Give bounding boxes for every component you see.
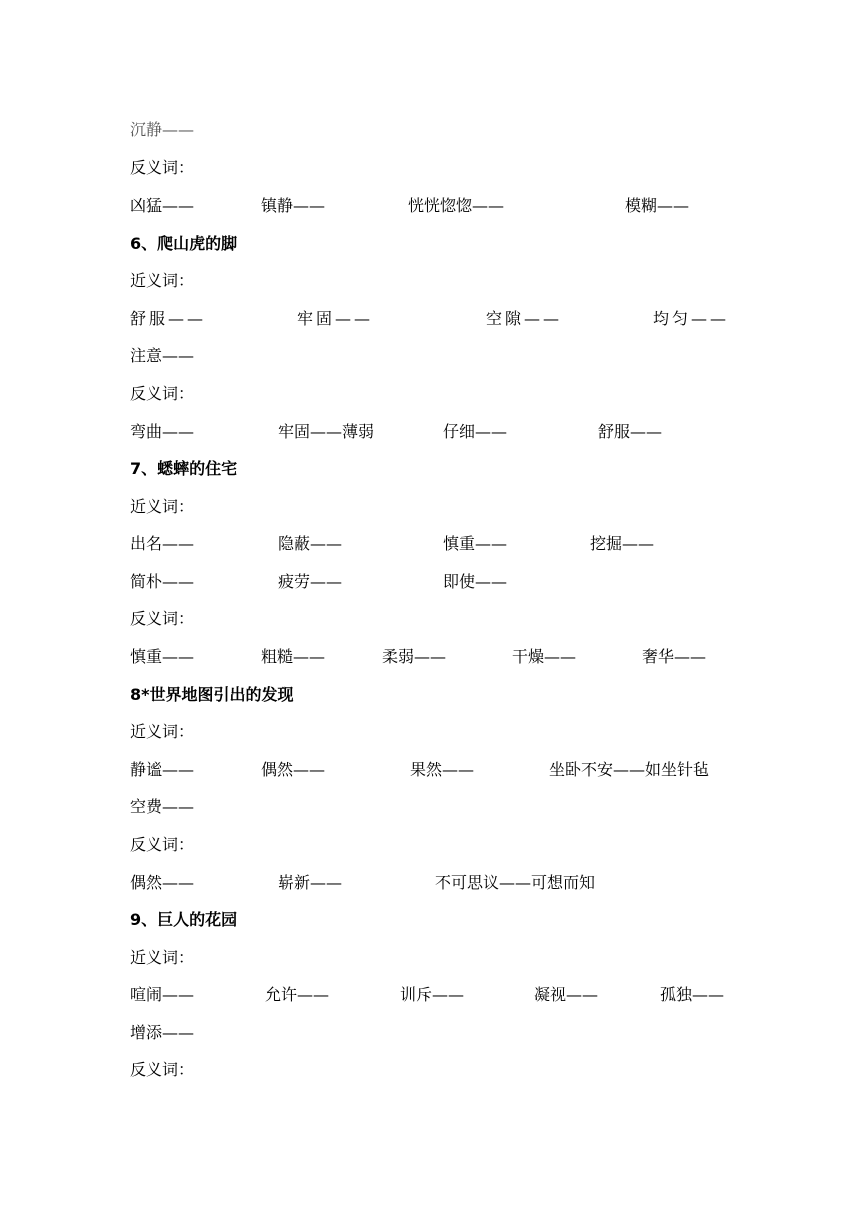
word-item: 偶然—— — [261, 760, 326, 779]
word-item: 果然—— — [410, 760, 475, 779]
heading-text: 6、爬山虎的脚 — [130, 234, 238, 253]
word-item: 凶猛—— — [130, 196, 195, 215]
word-line — [130, 343, 770, 369]
word-item: 出名—— — [130, 534, 195, 553]
lesson-heading — [130, 231, 770, 257]
heading-text: 9、巨人的花园 — [130, 910, 238, 929]
word-item: 挖掘—— — [590, 534, 655, 553]
word-item: 注意—— — [130, 346, 195, 365]
word-item: 舒服—— — [598, 422, 663, 441]
label-text: 反义词： — [130, 158, 195, 177]
word-item: 恍恍惚惚—— — [408, 196, 505, 215]
label-text: 反义词： — [130, 384, 195, 403]
label-text: 近义词： — [130, 948, 195, 967]
word-item: 空隙—— — [486, 309, 563, 328]
word-item: 训斥—— — [400, 985, 465, 1004]
word-item: 允许—— — [265, 985, 330, 1004]
word-item: 镇静—— — [261, 196, 326, 215]
word-item: 柔弱—— — [382, 647, 447, 666]
word-item: 增添—— — [130, 1023, 195, 1042]
word-row — [130, 419, 770, 445]
word-row — [130, 757, 770, 783]
label-text: 近义词： — [130, 497, 195, 516]
word-item: 简朴—— — [130, 572, 195, 591]
antonym-label — [130, 381, 770, 407]
word-item: 喧闹—— — [130, 985, 195, 1004]
label-text: 反义词： — [130, 609, 195, 628]
word-item: 模糊—— — [625, 196, 690, 215]
word-line — [130, 1020, 770, 1046]
word-item: 牢固—— — [297, 309, 374, 328]
synonym-label — [130, 719, 770, 745]
word-item: 舒服—— — [130, 309, 207, 328]
word-item: 粗糙—— — [261, 647, 326, 666]
synonym-label — [130, 945, 770, 971]
word-row — [130, 644, 770, 670]
word-line — [130, 794, 770, 820]
antonym-label — [130, 155, 770, 181]
word-item: 沉静—— — [130, 120, 195, 139]
word-item: 隐蔽—— — [278, 534, 343, 553]
heading-text: 7、蟋蟀的住宅 — [130, 459, 238, 478]
word-item: 不可思议——可想而知 — [435, 873, 596, 892]
synonym-label — [130, 494, 770, 520]
word-item: 弯曲—— — [130, 422, 195, 441]
word-row — [130, 193, 770, 219]
word-item: 凝视—— — [534, 985, 599, 1004]
lesson-heading — [130, 456, 770, 482]
word-row — [130, 531, 770, 557]
word-item: 静谧—— — [130, 760, 195, 779]
word-item: 空费—— — [130, 797, 195, 816]
word-item: 慎重—— — [443, 534, 508, 553]
word-row — [130, 306, 770, 332]
word-row — [130, 870, 770, 896]
word-item: 奢华—— — [642, 647, 707, 666]
word-row — [130, 982, 770, 1008]
synonym-label — [130, 268, 770, 294]
word-item: 均匀—— — [653, 309, 730, 328]
word-line — [130, 117, 770, 143]
word-item: 慎重—— — [130, 647, 195, 666]
antonym-label — [130, 606, 770, 632]
word-item: 仔细—— — [443, 422, 508, 441]
word-item: 坐卧不安——如坐针毡 — [549, 760, 710, 779]
antonym-label — [130, 832, 770, 858]
word-item: 牢固——薄弱 — [278, 422, 375, 441]
lesson-heading — [130, 907, 770, 933]
word-row — [130, 569, 770, 595]
label-text: 近义词： — [130, 722, 195, 741]
heading-text: 8*世界地图引出的发现 — [130, 685, 294, 704]
word-item: 崭新—— — [278, 873, 343, 892]
word-item: 干燥—— — [512, 647, 577, 666]
lesson-heading — [130, 682, 770, 708]
word-item: 偶然—— — [130, 873, 195, 892]
word-item: 即使—— — [443, 572, 508, 591]
antonym-label — [130, 1057, 770, 1083]
label-text: 反义词： — [130, 835, 195, 854]
label-text: 近义词： — [130, 271, 195, 290]
word-item: 孤独—— — [660, 985, 725, 1004]
word-item: 疲劳—— — [278, 572, 343, 591]
label-text: 反义词： — [130, 1060, 195, 1079]
